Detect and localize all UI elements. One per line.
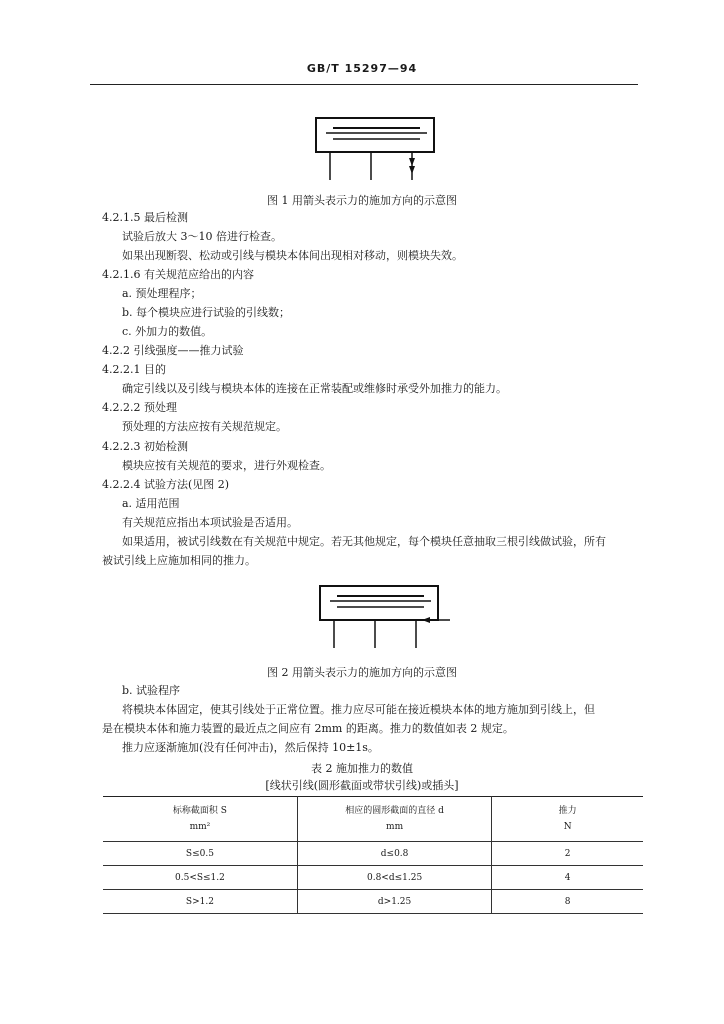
table-row <box>103 890 643 914</box>
paragraph: 预处理的方法应按有关规范规定。 <box>122 420 287 433</box>
paragraph: 如果出现断裂、松动或引线与模块本体间出现相对移动，则模块失效。 <box>122 249 463 262</box>
list-item: c. 外加力的数值。 <box>122 325 213 338</box>
section-4-2-2-3: 4.2.2.3 初始检测 <box>102 440 188 453</box>
page-header: GB/T 15297—94 <box>306 62 418 75</box>
list-item: b. 试验程序 <box>122 684 181 697</box>
paragraph: 模块应按有关规范的要求，进行外观检查。 <box>122 459 331 472</box>
table-2 <box>103 796 643 914</box>
section-4-2-2-1: 4.2.2.1 目的 <box>102 363 166 376</box>
figure-1-caption: 图 1 用箭头表示力的施加方向的示意图 <box>267 194 457 207</box>
table-row <box>103 842 643 866</box>
section-4-2-2-2: 4.2.2.2 预处理 <box>102 401 177 414</box>
section-4-2-2-4: 4.2.2.4 试验方法(见图 2) <box>102 478 230 491</box>
section-4-2-1-5: 4.2.1.5 最后检测 <box>102 211 188 224</box>
table-cell: d≤0.8 <box>297 842 491 866</box>
table-cell: 0.5<S≤1.2 <box>103 866 297 890</box>
section-4-2-2: 4.2.2 引线强度——推力试验 <box>102 344 244 357</box>
list-item: b. 每个模块应进行试验的引线数； <box>122 306 291 319</box>
header-cell: 相应的圆形截面的直径 d mm <box>297 797 491 842</box>
list-item: a. 适用范围 <box>122 497 180 510</box>
header-cell: 推力 N <box>492 797 643 842</box>
section-4-2-1-6: 4.2.1.6 有关规范应给出的内容 <box>102 268 254 281</box>
figure-2-caption: 图 2 用箭头表示力的施加方向的示意图 <box>267 666 457 679</box>
figure-1-diagram <box>300 112 440 184</box>
table-cell: 4 <box>492 866 643 890</box>
paragraph: 试验后放大 3～10 倍进行检查。 <box>122 230 282 243</box>
table-row <box>103 866 643 890</box>
table-2-subtitle: [线状引线(圆形截面或带状引线)或插头] <box>265 779 459 792</box>
paragraph: 是在模块本体和施力装置的最近点之间应有 2mm 的距离。推力的数值如表 2 规定。 <box>102 722 514 735</box>
table-cell: d>1.25 <box>297 890 491 914</box>
table-header-row <box>103 797 643 842</box>
header-rule <box>90 84 638 85</box>
table-cell: S>1.2 <box>103 890 297 914</box>
paragraph: 确定引线以及引线与模块本体的连接在正常装配或维修时承受外加推力的能力。 <box>122 382 507 395</box>
table-2-title: 表 2 施加推力的数值 <box>311 762 413 775</box>
table-cell: 0.8<d≤1.25 <box>297 866 491 890</box>
header-cell: 标称截面积 S mm² <box>103 797 297 842</box>
paragraph: 如果适用，被试引线数在有关规范中规定。若无其他规定，每个模块任意抽取三根引线做试验，所有 <box>122 535 606 548</box>
paragraph: 将模块本体固定，使其引线处于正常位置。推力应尽可能在接近模块本体的地方施加到引线上，但 <box>122 703 595 716</box>
paragraph: 推力应逐渐施加(没有任何冲击)，然后保持 10±1s。 <box>122 741 379 754</box>
paragraph: 有关规范应指出本项试验是否适用。 <box>122 516 298 529</box>
list-item: a. 预处理程序； <box>122 287 202 300</box>
paragraph: 被试引线上应施加相同的推力。 <box>102 554 256 567</box>
table-cell: S≤0.5 <box>103 842 297 866</box>
figure-2-diagram <box>318 580 458 652</box>
table-cell: 2 <box>492 842 643 866</box>
table-cell: 8 <box>492 890 643 914</box>
